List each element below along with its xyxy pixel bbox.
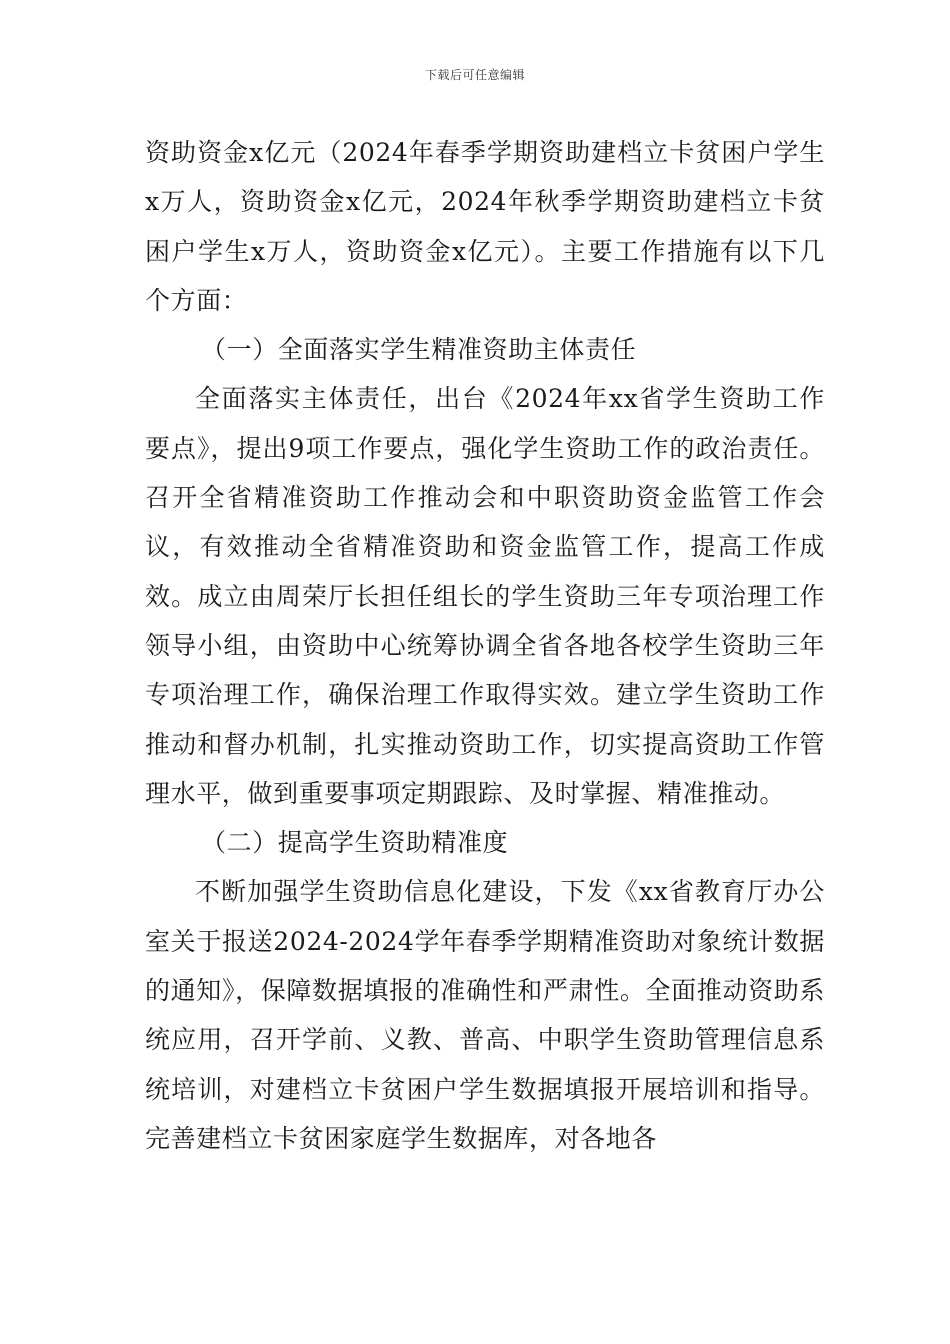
document-body	[145, 128, 825, 1163]
header-note: 下载后可任意编辑	[424, 68, 525, 82]
section-heading-2: （二）提高学生资助精准度	[201, 828, 509, 858]
section-heading-1: （一）全面落实学生精准资助主体责任	[201, 335, 637, 365]
paragraph-section-1: 全面落实主体责任，出台《2024年xx省学生资助工作要点》，提出9项工作要点，强化学生资助工作的政治责任。召开全省精准资助工作推动会和中职资助资金监管工作会议，有效推动全省精准资助和资金监管工作，提高工作成效。成立由周荣厅长担任组长的学生资助三年专项治理工作领导小组，由资助中心统筹协调全省各地各校学生资助三年专项治理工作，确保治理工作取得实效。建立学生资助工作推动和督办机制，扎实推动资助工作，切实提高资助工作管理水平，做到重要事项定期跟踪、及时掌握、精准推动。	[145, 384, 825, 808]
paragraph-intro: 资助资金x亿元（2024年春季学期资助建档立卡贫困户学生x万人，资助资金x亿元，2024年秋季学期资助建档立卡贫困户学生x万人，资助资金x亿元）。主要工作措施有以下几个方面：	[145, 138, 825, 315]
paragraph-section-2: 不断加强学生资助信息化建设，下发《xx省教育厅办公室关于报送2024-2024学年春季学期精准资助对象统计数据的通知》，保障数据填报的准确性和严肃性。全面推动资助系统应用，召开学前、义教、普高、中职学生资助管理信息系统培训，对建档立卡贫困户学生数据填报开展培训和指导。完善建档立卡贫困家庭学生数据库，对各地各	[145, 877, 825, 1153]
